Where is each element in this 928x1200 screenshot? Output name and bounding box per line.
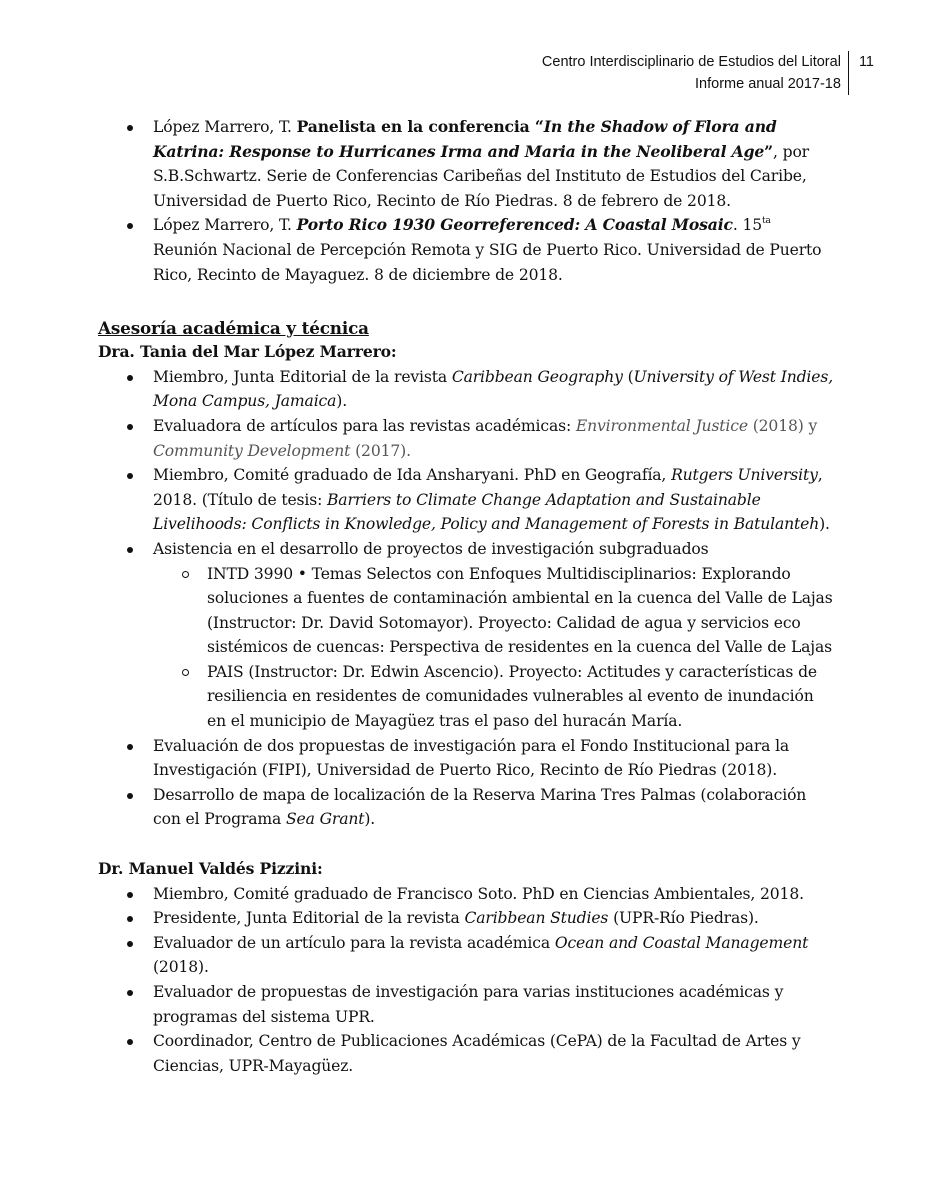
list-item: Miembro, Junta Editorial de la revista Caribbean Geography (University of West Indies, Mona Campus, Jamaica). (98, 365, 833, 414)
person1-list (98, 365, 833, 832)
person-heading: Dra. Tania del Mar López Marrero: (98, 342, 397, 362)
list-item: Coordinador, Centro de Publicaciones Académicas (CePA) de la Facultad de Artes y Ciencias, UPR-Mayagüez. (98, 1029, 833, 1078)
person2-list (98, 882, 833, 1079)
sublist-item: INTD 3990 • Temas Selectos con Enfoques Multidisciplinarios: Explorando soluciones a fuentes de contaminación ambiental en la cuenca del Valle de Lajas (Instructor: Dr. David Sotomayor). Proyecto: Calidad de agua y servicios eco sistémicos de cuencas: Perspectiva de residentes en la cuenca del Valle de Lajas (153, 562, 833, 660)
list-item: López Marrero, T. Porto Rico 1930 Georreferenced: A Coastal Mosaic. $15^{ta}$ Reunión Nacional de Percepción Remota y SIG de Puerto Rico. Universidad de Puerto Rico, Recinto de Mayaguez. 8 de diciembre de 2018. (98, 213, 833, 287)
document-body (98, 115, 833, 1078)
header-institution: Centro Interdisciplinario de Estudios del Litoral (541, 54, 841, 70)
list-item: Miembro, Comité graduado de Francisco Soto. PhD en Ciencias Ambientales, 2018. (98, 882, 833, 907)
list-item: Evaluador de un artículo para la revista académica Ocean and Coastal Management (2018). (98, 931, 833, 980)
section-title: Asesoría académica y técnica (98, 318, 369, 339)
list-item: Presidente, Junta Editorial de la revista Caribbean Studies (UPR-Río Piedras). (98, 906, 833, 931)
list-item: Miembro, Comité graduado de Ida Ansharyani. PhD en Geografía, Rutgers University, 2018. (Título de tesis: Barriers to Climate Change Adaptation and Sustainable Livelihoods: Conflicts in Knowledge, Policy and Management of Forests in Batulanteh). (98, 463, 833, 537)
list-item: Evaluador de propuestas de investigación para varias instituciones académicas y programas del sistema UPR. (98, 980, 833, 1029)
page-header (542, 51, 874, 95)
sublist (153, 562, 833, 734)
list-item: López Marrero, T. Panelista en la conferencia “In the Shadow of Flora and Katrina: Response to Hurricanes Irma and Maria in the Neoliberal Age”, por S.B.Schwartz. Serie de Conferencias Caribeñas del Instituto de Estudios del Caribe, Universidad de Puerto Rico, Recinto de Río Piedras. 8 de febrero de 2018. (98, 115, 833, 213)
header-titles (542, 51, 849, 95)
list-item: Desarrollo de mapa de localización de la Reserva Marina Tres Palmas (colaboración con el Programa Sea Grant). (98, 783, 833, 832)
header-report-title: Informe anual 2017-18 (695, 76, 841, 92)
sublist-item: PAIS (Instructor: Dr. Edwin Ascencio). Proyecto: Actitudes y características de resiliencia en residentes de comunidades vulnerables al evento de inundación en el municipio de Mayagüez tras el paso del huracán María. (153, 660, 833, 734)
list-item: Evaluación de dos propuestas de investigación para el Fondo Institucional para la Investigación (FIPI), Universidad de Puerto Rico, Recinto de Río Piedras (2018). (98, 734, 833, 783)
page-number: 11 (858, 54, 874, 70)
list-item: Evaluadora de artículos para las revistas académicas: Environmental Justice (2018) y Community Development (2017). (98, 414, 833, 463)
spacer (98, 832, 833, 857)
person-heading: Dr. Manuel Valdés Pizzini: (98, 859, 323, 879)
list-item: Asistencia en el desarrollo de proyectos de investigación subgraduados INTD 3990 • Temas Selectos con Enfoques Multidisciplinarios: Explorando soluciones a fuentes de contaminación ambiental en la cuenca del Valle de Lajas (Instructor: Dr. David Sotomayor). Proyecto: Calidad de agua y servicios eco sistémicos de cuencas: Perspectiva de residentes en la cuenca del Valle de Lajas PAIS (Instructor: Dr. Edwin Ascencio). Proyecto: Actitudes y características de resiliencia en residentes de comunidades vulnerables al evento de inundación en el municipio de Mayagüez tras el paso del huracán María. (98, 537, 833, 734)
presentations-list (98, 115, 833, 287)
